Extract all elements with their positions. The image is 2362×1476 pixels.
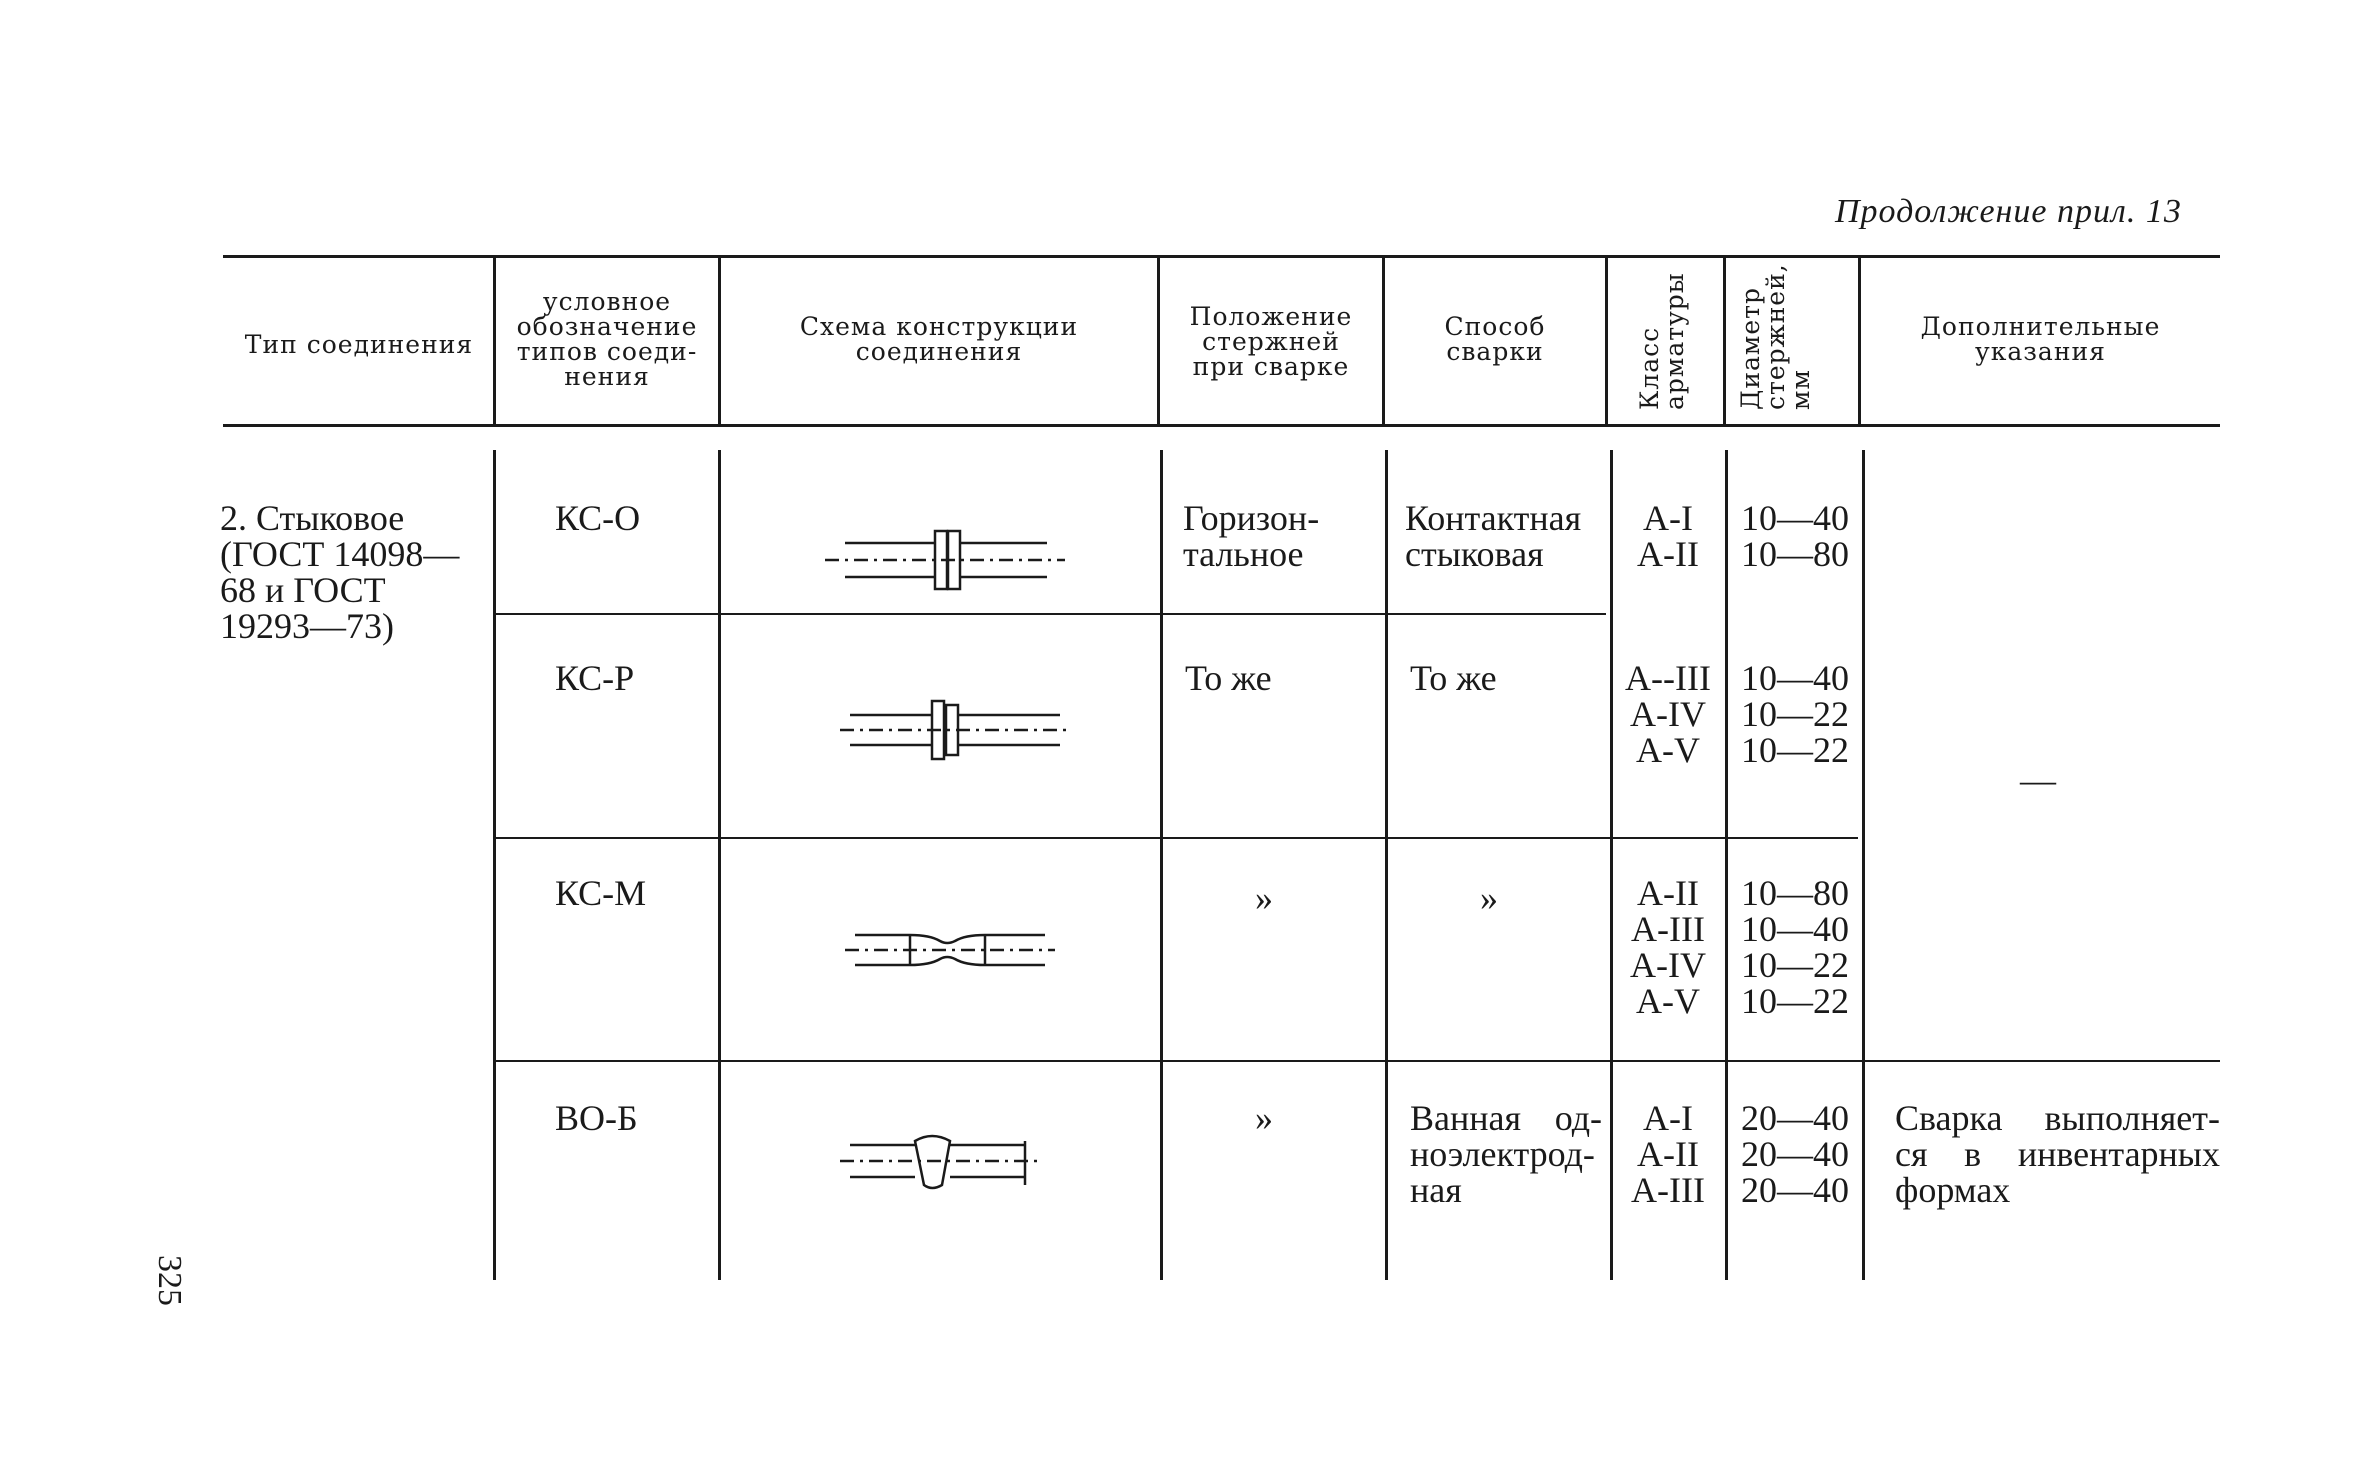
row-position: Горизон- тальное <box>1183 498 1320 574</box>
butt-resistance-joint-icon <box>840 695 1070 765</box>
row-separator <box>496 613 1606 615</box>
header-divider <box>1605 258 1608 424</box>
header-divider <box>1723 258 1726 424</box>
row-method: » <box>1480 878 1498 918</box>
row-position: То же <box>1185 658 1272 698</box>
row-method: Ванная од- ноэлектрод- ная <box>1410 1098 1602 1210</box>
header-type: Тип соединения <box>244 330 474 359</box>
row-diameters: 20—40 20—40 20—40 <box>1741 1098 1849 1210</box>
row-classes: А-I А-II <box>1637 498 1699 574</box>
continuation-caption: Продолжение прил. 13 <box>1835 193 2182 230</box>
header-position: Положение стержней при сварке <box>1189 302 1353 381</box>
row-code: ВО-Б <box>555 1098 638 1138</box>
bath-weld-joint-icon <box>840 1125 1040 1205</box>
row-separator <box>496 1060 2220 1062</box>
row-diameters: 10—80 10—40 10—22 10—22 <box>1741 873 1849 1021</box>
row-diameters: 10—40 10—22 10—22 <box>1741 658 1849 770</box>
row-position: » <box>1255 878 1273 918</box>
header-method: Способ сварки <box>1444 312 1546 366</box>
row-code: КС-О <box>555 498 641 538</box>
row-classes: А-II А-III А-IV А-V <box>1630 873 1706 1021</box>
row-method: Контактная стыковая <box>1405 498 1582 574</box>
page-number: 325 <box>151 1255 188 1306</box>
table-top-rule <box>223 255 2220 258</box>
row-classes: А--III А-IV А-V <box>1625 658 1711 770</box>
row-method: То же <box>1410 658 1497 698</box>
butt-machined-joint-icon <box>845 915 1055 985</box>
header-bottom-rule <box>223 424 2220 427</box>
header-class: Класс арматуры <box>1635 272 1689 410</box>
row-notes: Сварка выполняет- ся в инвентарных формах <box>1895 1098 2220 1210</box>
header-notes: Дополнительные указания <box>1920 312 2161 366</box>
butt-flash-joint-icon <box>825 525 1065 595</box>
body-divider <box>1160 450 1163 1280</box>
row-position: » <box>1255 1098 1273 1138</box>
header-designation: условное обозначение типов соеди- нения <box>516 287 698 391</box>
body-divider <box>718 450 721 1280</box>
header-scheme: Схема конструкции соединения <box>799 312 1079 366</box>
body-divider <box>493 450 496 1280</box>
joint-group-label: 2. Стыковое (ГОСТ 14098— 68 и ГОСТ 19293—73) <box>220 498 460 646</box>
row-code: КС-М <box>555 873 647 913</box>
body-divider <box>1862 450 1865 1280</box>
row-classes: А-I А-II А-III <box>1631 1098 1705 1210</box>
row-separator <box>496 837 1858 839</box>
header-diameter: Диаметр стержней, мм <box>1736 263 1815 410</box>
row-diameters: 10—40 10—80 <box>1741 498 1849 574</box>
body-divider <box>1385 450 1388 1280</box>
row-code: КС-Р <box>555 658 635 698</box>
merged-notes-dash: — <box>2020 760 2056 800</box>
